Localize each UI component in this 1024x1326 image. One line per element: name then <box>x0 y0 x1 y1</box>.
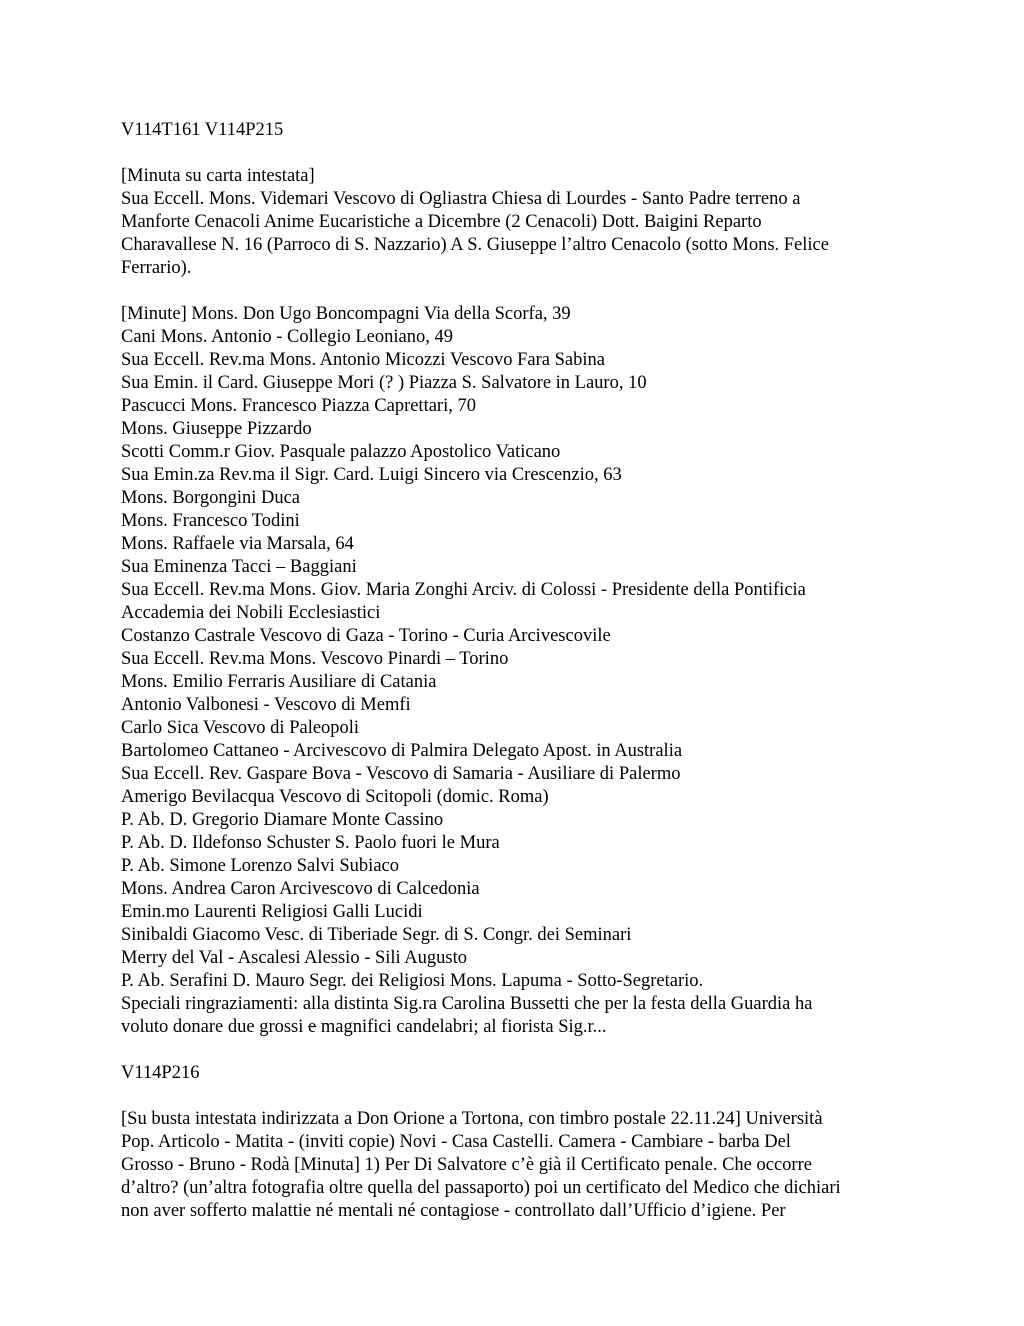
list-item: Sua Eccell. Rev.ma Mons. Vescovo Pinardi – Torino <box>121 649 509 669</box>
thanks-line-end <box>121 1016 911 1039</box>
list-item: Sua Emin. il Card. Giuseppe Mori (? ) Piazza S. Salvatore in Lauro, 10 <box>121 373 647 393</box>
paragraph-minuta-intestata <box>121 165 911 280</box>
text-line: Charavallese N. 16 (Parroco di S. Nazzario) A S. Giuseppe l’altro Cenacolo (sotto Mons. Felice <box>121 235 829 255</box>
list-item: Mons. Francesco Todini <box>121 511 300 531</box>
list-item: Sua Emin.za Rev.ma il Sigr. Card. Luigi Sincero via Crescenzio, 63 <box>121 465 622 485</box>
document-page <box>121 119 911 1246</box>
text-line: [Minuta su carta intestata] <box>121 166 315 186</box>
list-item: Scotti Comm.r Giov. Pasquale palazzo Apostolico Vaticano <box>121 442 561 462</box>
list-item: Merry del Val - Ascalesi Alessio - Sili Augusto <box>121 948 467 968</box>
text-line: d’altro? (un’altra fotografia oltre quella del passaporto) poi un certificato del Medico che dichiari <box>121 1178 841 1198</box>
text-line: Grosso - Bruno - Rodà [Minuta] 1) Per Di Salvatore c’è già il Certificato penale. Che occorre <box>121 1155 812 1175</box>
list-item: Sua Eminenza Tacci – Baggiani <box>121 557 357 577</box>
list-item: Bartolomeo Cattaneo - Arcivescovo di Palmira Delegato Apost. in Australia <box>121 741 683 761</box>
list-item: Sua Eccell. Rev. Gaspare Bova - Vescovo di Samaria - Ausiliare di Palermo <box>121 764 681 784</box>
list-item: Carlo Sica Vescovo di Paleopoli <box>121 718 360 738</box>
page-heading-1: V114T161 V114P215 <box>121 120 284 140</box>
list-item: Pascucci Mons. Francesco Piazza Caprettari, 70 <box>121 396 476 416</box>
text-span: magnifici candelabri; al fiorista Sig.r... <box>316 1017 607 1037</box>
page-heading-2: V114P216 <box>121 1063 200 1083</box>
list-item: Sua Eccell. Rev.ma Mons. Giov. Maria Zonghi Arciv. di Colossi - Presidente della Pontificia <box>121 580 806 600</box>
list-item: Costanzo Castrale Vescovo di Gaza - Torino - Curia Arcivescovile <box>121 626 611 646</box>
text-line: Ferrario). <box>121 258 192 278</box>
list-item: Sua Eccell. Rev.ma Mons. Antonio Micozzi Vescovo Fara Sabina <box>121 350 605 370</box>
struck-text: e <box>308 1017 317 1037</box>
list-item: Mons. Emilio Ferraris Ausiliare di Catania <box>121 672 437 692</box>
address-list <box>121 303 911 1039</box>
text-line: non aver sofferto malattie né mentali né contagiose - controllato dall’Ufficio d’igiene. Per <box>121 1201 786 1221</box>
list-item: Cani Mons. Antonio - Collegio Leoniano, 49 <box>121 327 453 347</box>
list-item: Amerigo Bevilacqua Vescovo di Scitopoli (domic. Roma) <box>121 787 549 807</box>
list-item: Speciali ringraziamenti: alla distinta Sig.ra Carolina Bussetti che per la festa della Guardia ha <box>121 994 813 1014</box>
text-span: voluto donare due grossi <box>121 1017 309 1037</box>
list-item: P. Ab. Simone Lorenzo Salvi Subiaco <box>121 856 399 876</box>
list-item: Accademia dei Nobili Ecclesiastici <box>121 603 381 623</box>
paragraph-busta-intestata <box>121 1108 911 1223</box>
list-item: P. Ab. Serafini D. Mauro Segr. dei Religiosi Mons. Lapuma - Sotto-Segretario. <box>121 971 704 991</box>
list-item: Antonio Valbonesi - Vescovo di Memfi <box>121 695 411 715</box>
text-line: [Su busta intestata indirizzata a Don Orione a Tortona, con timbro postale 22.11.24] Università <box>121 1109 823 1129</box>
list-item: P. Ab. D. Ildefonso Schuster S. Paolo fuori le Mura <box>121 833 500 853</box>
list-item: Mons. Raffaele via Marsala, 64 <box>121 534 354 554</box>
text-line: Manforte Cenacoli Anime Eucaristiche a Dicembre (2 Cenacoli) Dott. Baigini Reparto <box>121 212 762 232</box>
text-line: Sua Eccell. Mons. Videmari Vescovo di Ogliastra Chiesa di Lourdes - Santo Padre terreno a <box>121 189 801 209</box>
list-item: Sinibaldi Giacomo Vesc. di Tiberiade Segr. di S. Congr. dei Seminari <box>121 925 632 945</box>
list-item: Emin.mo Laurenti Religiosi Galli Lucidi <box>121 902 423 922</box>
list-item: Mons. Borgongini Duca <box>121 488 301 508</box>
list-item: P. Ab. D. Gregorio Diamare Monte Cassino <box>121 810 444 830</box>
list-item: Mons. Giuseppe Pizzardo <box>121 419 312 439</box>
list-item: [Minute] Mons. Don Ugo Boncompagni Via della Scorfa, 39 <box>121 304 571 324</box>
text-line: Pop. Articolo - Matita - (inviti copie) Novi - Casa Castelli. Camera - Cambiare - barba Del <box>121 1132 791 1152</box>
list-item: Mons. Andrea Caron Arcivescovo di Calcedonia <box>121 879 480 899</box>
